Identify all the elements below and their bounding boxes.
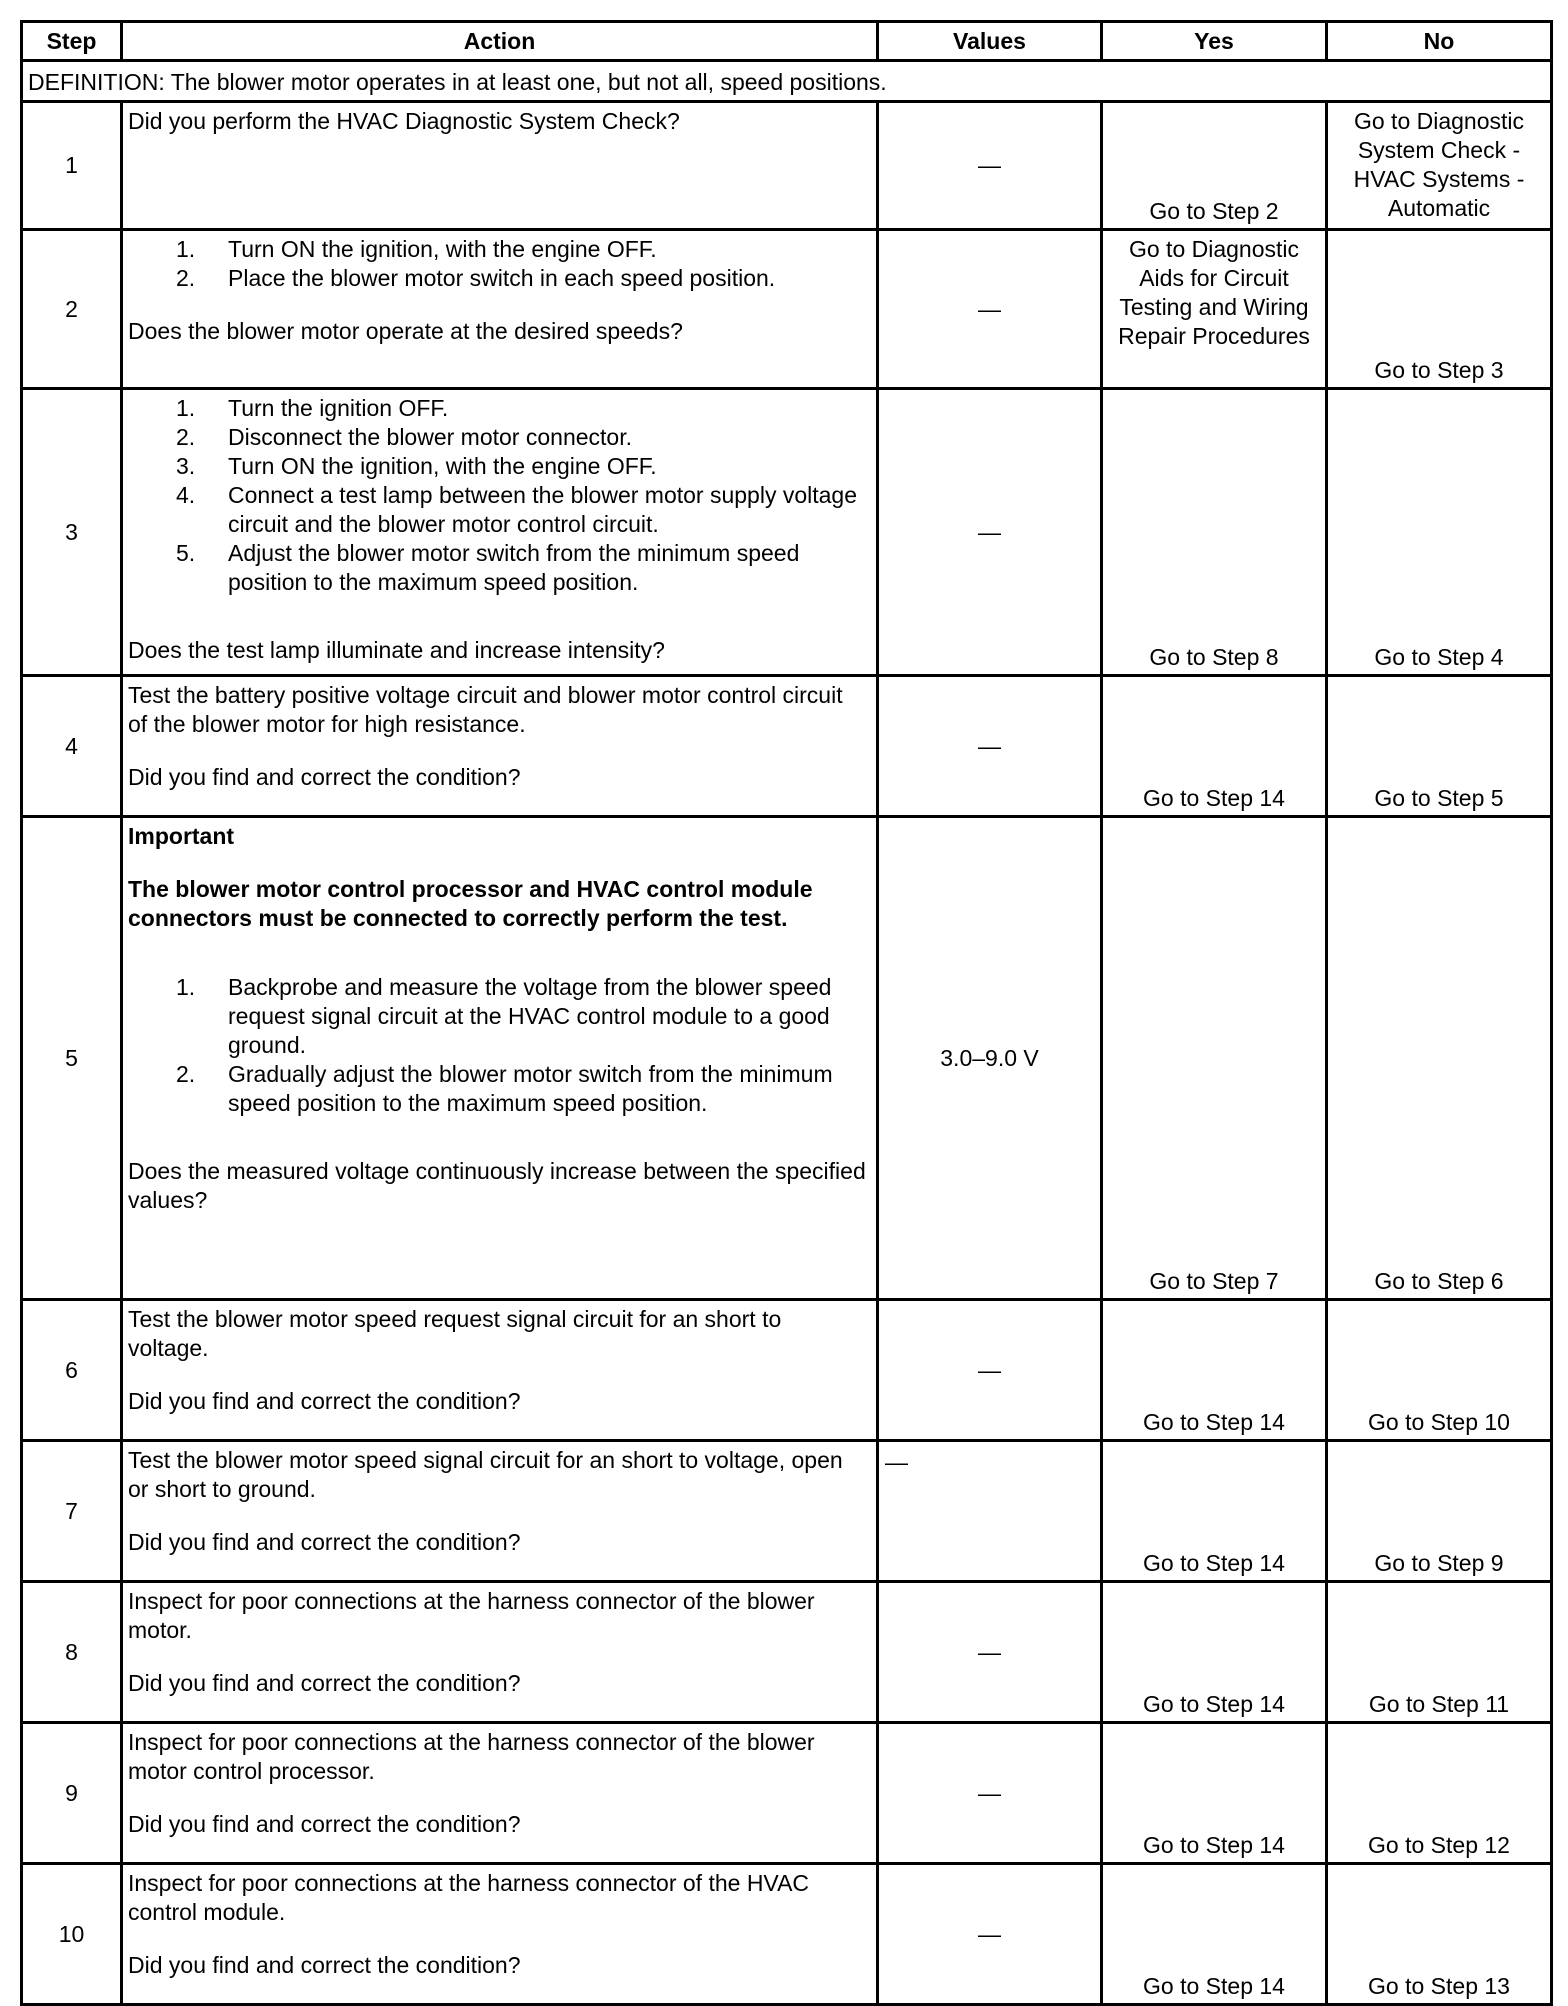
- step-number: 2: [22, 230, 122, 389]
- header-yes: Yes: [1102, 22, 1327, 61]
- yes-cell: Go to Step 14: [1102, 676, 1327, 817]
- table-row: [22, 102, 1552, 230]
- table-row: [22, 676, 1552, 817]
- action-question: Does the measured voltage continuously increase between the specified values?: [128, 1158, 866, 1213]
- step-number: 6: [22, 1300, 122, 1441]
- table-row: [22, 817, 1552, 1300]
- values-cell: —: [878, 1723, 1102, 1864]
- action-step: Turn the ignition OFF.: [228, 395, 449, 421]
- action-step: Disconnect the blower motor connector.: [228, 424, 632, 450]
- step-number: 9: [22, 1723, 122, 1864]
- diagnostic-document: [20, 20, 1550, 2006]
- header-values: Values: [878, 22, 1102, 61]
- action-question: Did you find and correct the condition?: [128, 1952, 521, 1978]
- table-row: [22, 1300, 1552, 1441]
- action-cell: [122, 1723, 878, 1864]
- action-step: Place the blower motor switch in each speed position.: [228, 265, 776, 291]
- diagnostic-table: [20, 20, 1553, 2006]
- action-question: Did you find and correct the condition?: [128, 1811, 521, 1837]
- yes-cell: Go to Step 8: [1102, 389, 1327, 676]
- yes-cell: Go to Step 14: [1102, 1441, 1327, 1582]
- no-cell: Go to Diagnostic System Check - HVAC Systems - Automatic: [1327, 102, 1552, 230]
- action-cell: [122, 1864, 878, 2005]
- important-text: The blower motor control processor and HVAC control module connectors must be connected to correctly perform the test.: [128, 876, 813, 931]
- action-step: Turn ON the ignition, with the engine OFF.: [228, 236, 657, 262]
- values-cell: —: [878, 389, 1102, 676]
- action-text: Inspect for poor connections at the harness connector of the blower motor.: [128, 1588, 815, 1643]
- table-row: [22, 1864, 1552, 2005]
- action-question: Did you find and correct the condition?: [128, 1529, 521, 1555]
- step-number: 4: [22, 676, 122, 817]
- action-steps: [128, 394, 868, 597]
- yes-cell: Go to Step 14: [1102, 1723, 1327, 1864]
- header-action: Action: [122, 22, 878, 61]
- action-cell: [122, 230, 878, 389]
- action-question: Did you find and correct the condition?: [128, 1388, 521, 1414]
- values-cell: —: [878, 230, 1102, 389]
- yes-cell: Go to Step 2: [1102, 102, 1327, 230]
- action-text: Test the blower motor speed request signal circuit for an short to voltage.: [128, 1306, 782, 1361]
- action-text: Test the blower motor speed signal circuit for an short to voltage, open or short to ground.: [128, 1447, 843, 1502]
- values-cell: —: [878, 1582, 1102, 1723]
- yes-cell: Go to Step 7: [1102, 817, 1327, 1300]
- action-step: Backprobe and measure the voltage from the blower speed request signal circuit at the HVAC control module to a good ground.: [228, 974, 832, 1058]
- values-cell: —: [878, 676, 1102, 817]
- yes-cell: Go to Step 14: [1102, 1864, 1327, 2005]
- header-row: [22, 22, 1552, 61]
- action-text: Inspect for poor connections at the harness connector of the blower motor control processor.: [128, 1729, 815, 1784]
- action-text: Test the battery positive voltage circuit and blower motor control circuit of the blower motor for high resistance.: [128, 682, 843, 737]
- values-cell: —: [878, 1441, 1102, 1582]
- no-cell: Go to Step 10: [1327, 1300, 1552, 1441]
- header-no: No: [1327, 22, 1552, 61]
- action-question: Did you find and correct the condition?: [128, 764, 521, 790]
- action-text: Did you perform the HVAC Diagnostic System Check?: [128, 108, 680, 134]
- definition-row: [22, 61, 1552, 102]
- no-cell: Go to Step 13: [1327, 1864, 1552, 2005]
- action-cell: [122, 389, 878, 676]
- values-cell: —: [878, 102, 1102, 230]
- action-cell: [122, 1582, 878, 1723]
- values-cell: —: [878, 1300, 1102, 1441]
- yes-cell: Go to Step 14: [1102, 1300, 1327, 1441]
- no-cell: Go to Step 9: [1327, 1441, 1552, 1582]
- action-step: Connect a test lamp between the blower motor supply voltage circuit and the blower motor control circuit.: [228, 482, 858, 537]
- action-steps: [128, 235, 868, 293]
- step-number: 10: [22, 1864, 122, 2005]
- action-steps: [128, 973, 868, 1118]
- yes-cell: Go to Diagnostic Aids for Circuit Testing and Wiring Repair Procedures: [1102, 230, 1327, 389]
- step-number: 8: [22, 1582, 122, 1723]
- table-row: [22, 230, 1552, 389]
- action-cell: [122, 676, 878, 817]
- no-cell: Go to Step 3: [1327, 230, 1552, 389]
- no-cell: Go to Step 6: [1327, 817, 1552, 1300]
- table-row: [22, 389, 1552, 676]
- action-cell: [122, 102, 878, 230]
- action-text: Inspect for poor connections at the harness connector of the HVAC control module.: [128, 1870, 810, 1925]
- action-question: Did you find and correct the condition?: [128, 1670, 521, 1696]
- important-label: Important: [128, 823, 235, 849]
- yes-cell: Go to Step 14: [1102, 1582, 1327, 1723]
- values-cell: 3.0–9.0 V: [878, 817, 1102, 1300]
- no-cell: Go to Step 12: [1327, 1723, 1552, 1864]
- step-number: 3: [22, 389, 122, 676]
- header-step: Step: [22, 22, 122, 61]
- step-number: 1: [22, 102, 122, 230]
- table-row: [22, 1723, 1552, 1864]
- action-question: Does the blower motor operate at the desired speeds?: [128, 318, 683, 344]
- no-cell: Go to Step 5: [1327, 676, 1552, 817]
- table-row: [22, 1582, 1552, 1723]
- step-number: 7: [22, 1441, 122, 1582]
- action-step: Gradually adjust the blower motor switch from the minimum speed position to the maximum speed position.: [228, 1061, 833, 1116]
- no-cell: Go to Step 4: [1327, 389, 1552, 676]
- action-step: Turn ON the ignition, with the engine OFF.: [228, 453, 657, 479]
- definition-text: DEFINITION: The blower motor operates in at least one, but not all, speed positions.: [22, 61, 1552, 102]
- values-cell: —: [878, 1864, 1102, 2005]
- action-cell: [122, 1300, 878, 1441]
- action-step: Adjust the blower motor switch from the minimum speed position to the maximum speed position.: [228, 540, 800, 595]
- action-question: Does the test lamp illuminate and increase intensity?: [128, 637, 665, 663]
- no-cell: Go to Step 11: [1327, 1582, 1552, 1723]
- action-cell: [122, 817, 878, 1300]
- action-cell: [122, 1441, 878, 1582]
- table-row: [22, 1441, 1552, 1582]
- step-number: 5: [22, 817, 122, 1300]
